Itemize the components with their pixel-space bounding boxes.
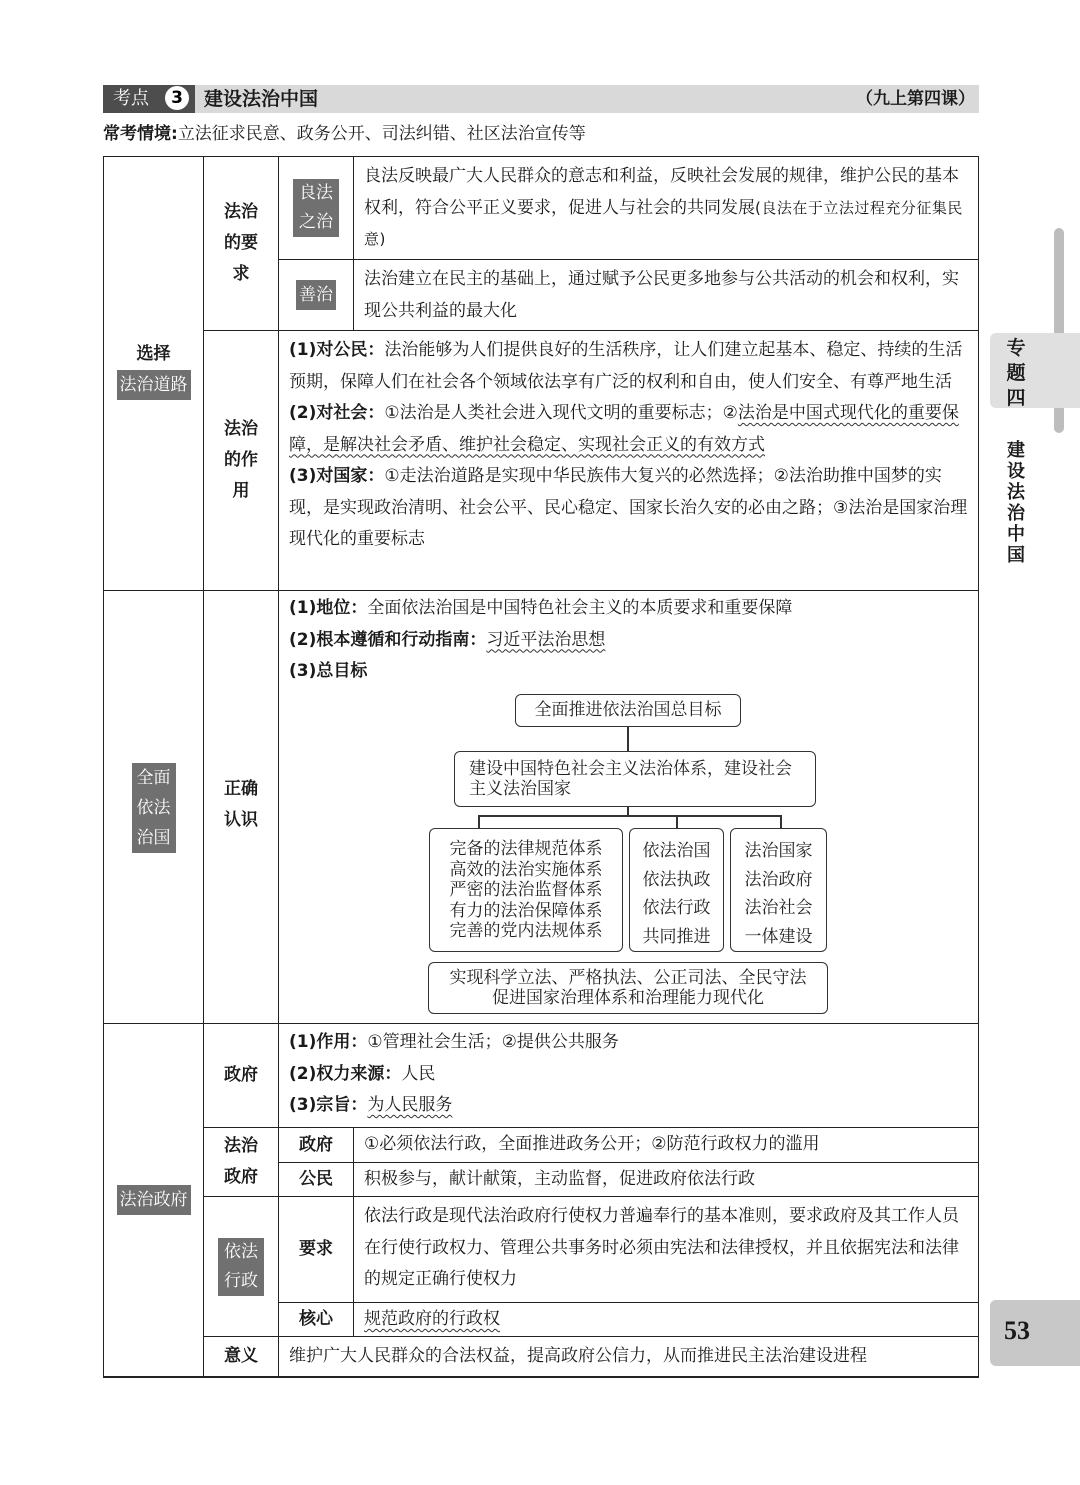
section-title: 建设法治中国 (204, 88, 319, 110)
law-gov-citizen-text: 积极参与，献计献策，主动监督，促进政府依法行政 (364, 1169, 755, 1189)
tag-good-governance: 善治 (296, 280, 336, 310)
section-choose-road (104, 330, 203, 410)
exam-context-label: 常考情境 (103, 124, 171, 144)
role-nation-heading: (3)对国家： (289, 466, 385, 486)
gov-aim-heading: (3)宗旨： (289, 1095, 368, 1115)
flow-left-box (429, 828, 623, 952)
good-law-text (354, 157, 978, 259)
flow-right-item: 一体建设 (744, 926, 813, 947)
gov-power-heading: (2)权力来源： (289, 1063, 402, 1084)
gov-role-text: ①管理社会生活；②提供公共服务 (367, 1032, 619, 1052)
flow-center-item: 共同推进 (642, 926, 711, 947)
topic-side-title: 建设法治中国 (1007, 440, 1025, 566)
row-label-understanding: 正确认识 (224, 779, 258, 830)
role-society-heading: (2)对社会： (289, 403, 385, 423)
goal-heading: (3)总目标 (289, 661, 368, 681)
sub-label-government: 政府 (299, 1134, 333, 1155)
guide-heading: (2)根本遵循和行动指南： (289, 629, 487, 650)
flow-center-item: 依法行政 (642, 898, 711, 918)
role-society (289, 398, 968, 461)
role-citizen (289, 335, 968, 398)
understanding-text (279, 591, 978, 691)
exam-context (103, 122, 586, 146)
flow-left-item: 严密的法治监督体系 (449, 880, 603, 900)
gov-aim-text: 为人民服务 (367, 1095, 453, 1115)
section-comprehensive-rule (104, 760, 203, 855)
exam-point-number: 3 (165, 86, 189, 110)
good-law-body: 良法反映最广大人民群众的意志和利益，反映社会发展的规律，维护公民的基本权利，符合公平正义要求，促进人与社会的共同发展 (364, 166, 959, 218)
government-text (279, 1024, 978, 1127)
exam-context-text: 立法征求民意、政务公开、司法纠错、社区法治宣传等 (177, 124, 586, 144)
flow-top-box: 全面推进依法治国总目标 (515, 694, 741, 727)
flow-bottom-box (428, 962, 828, 1014)
flow-mid-box: 建设中国特色社会主义法治体系，建设社会主义法治国家 (454, 751, 816, 807)
row-label-significance: 意义 (224, 1346, 258, 1366)
row-label-requirements: 法治的要求 (224, 201, 258, 284)
admin-by-law-cell (204, 1197, 278, 1336)
flow-center-item: 依法执政 (642, 869, 711, 890)
flow-left-item: 有力的法治保障体系 (449, 900, 603, 921)
admin-core-text (354, 1303, 978, 1336)
role-citizen-text: 法治能够为人们提供良好的生活秩序，让人们建立起基本、稳定、持续的生活预期，保障人们在社会各个领域依法享有广泛的权利和自由，使人们安全、有尊严地生活 (289, 340, 963, 392)
flow-center-item: 依法治国 (642, 841, 711, 861)
gov-role-heading: (1)作用： (289, 1032, 368, 1052)
good-governance-text: 法治建立在民主的基础上，通过赋予公民更多地参与公共活动的机会和权利，实现公共利益的最大化 (364, 269, 959, 321)
admin-core-value: 规范政府的行政权 (364, 1309, 500, 1329)
good-law-note: (良法在于立法过程充分征集民意) (364, 198, 963, 248)
sub-label-core: 核心 (299, 1309, 333, 1329)
status-text: 全面依法治国是中国特色社会主义的本质要求和重要保障 (367, 598, 793, 618)
lesson-reference: （九上第四课） (856, 89, 975, 109)
tag-good-law: 良法之治 (293, 179, 339, 237)
flow-right-box (730, 828, 827, 952)
section-label-choose: 选择 (136, 343, 171, 364)
significance-text: 维护广大人民群众的合法权益，提高政府公信力，从而推进民主法治建设进程 (289, 1346, 867, 1366)
flow-bottom-line: 促进国家治理体系和治理能力现代化 (492, 988, 764, 1008)
flow-left-item: 完善的党内法规体系 (449, 921, 603, 941)
role-society-text-2: 法治是中国式现代化的重要保障，是解决社会矛盾、维护社会稳定、实现社会正义的有效方式 (289, 403, 959, 455)
status-heading: (1)地位： (289, 598, 368, 618)
flow-center-box (629, 828, 724, 952)
sub-label-citizen: 公民 (299, 1169, 333, 1189)
admin-requirement-text: 依法行政是现代法治政府行使权力普遍奉行的基本准则，要求政府及其工作人员在行使行政权力、管理公共事务时必须由宪法和法律授权，并且依据宪法和法律的规定正确行使权力 (364, 1206, 959, 1289)
good-law-cell (279, 157, 353, 259)
role-nation (289, 461, 968, 556)
sub-label-requirement: 要求 (299, 1239, 333, 1259)
flow-left-item: 高效的法治实施体系 (449, 859, 603, 880)
good-governance-cell (279, 260, 353, 330)
roles-text (279, 331, 978, 590)
tag-law-based-government: 法治政府 (117, 1185, 191, 1215)
flow-right-item: 法治社会 (744, 898, 813, 918)
flow-right-item: 法治国家 (744, 841, 813, 861)
tag-administration-by-law: 依法行政 (218, 1238, 264, 1296)
row-label-roles: 法治的作用 (224, 418, 258, 501)
tag-comprehensive-rule-of-law: 全面依法治国 (132, 763, 176, 853)
exam-point-tag: 考点 (103, 85, 195, 113)
gov-power-text: 人民 (401, 1063, 436, 1084)
page-number: 53 (1004, 1316, 1030, 1345)
row-label-law-gov: 法治政府 (224, 1136, 258, 1187)
tag-rule-of-law-road: 法治道路 (117, 370, 191, 400)
row-label-government: 政府 (224, 1065, 258, 1085)
role-citizen-heading: (1)对公民： (289, 340, 385, 360)
role-society-text-1: ①法治是人类社会进入现代文明的重要标志；② (384, 403, 738, 423)
exam-context-colon: : (171, 124, 178, 144)
law-gov-government-text: ①必须依法行政，全面推进政务公开；②防范行政权力的滥用 (364, 1134, 820, 1154)
role-nation-text: ①走法治道路是实现中华民族伟大复兴的必然选择；②法治助推中国梦的实现，是实现政治清明、社会公平、民心稳定、国家长治久安的必由之路；③法治是国家治理现代化的重要标志 (289, 466, 968, 549)
flow-bottom-line: 实现科学立法、严格执法、公正司法、全民守法 (449, 968, 807, 988)
flow-right-item: 法治政府 (744, 869, 813, 890)
topic-tab-label: 专题四 (1006, 337, 1026, 409)
flow-left-item: 完备的法律规范体系 (449, 839, 603, 859)
section-law-gov (104, 1180, 203, 1220)
guide-text: 习近平法治思想 (486, 629, 606, 650)
